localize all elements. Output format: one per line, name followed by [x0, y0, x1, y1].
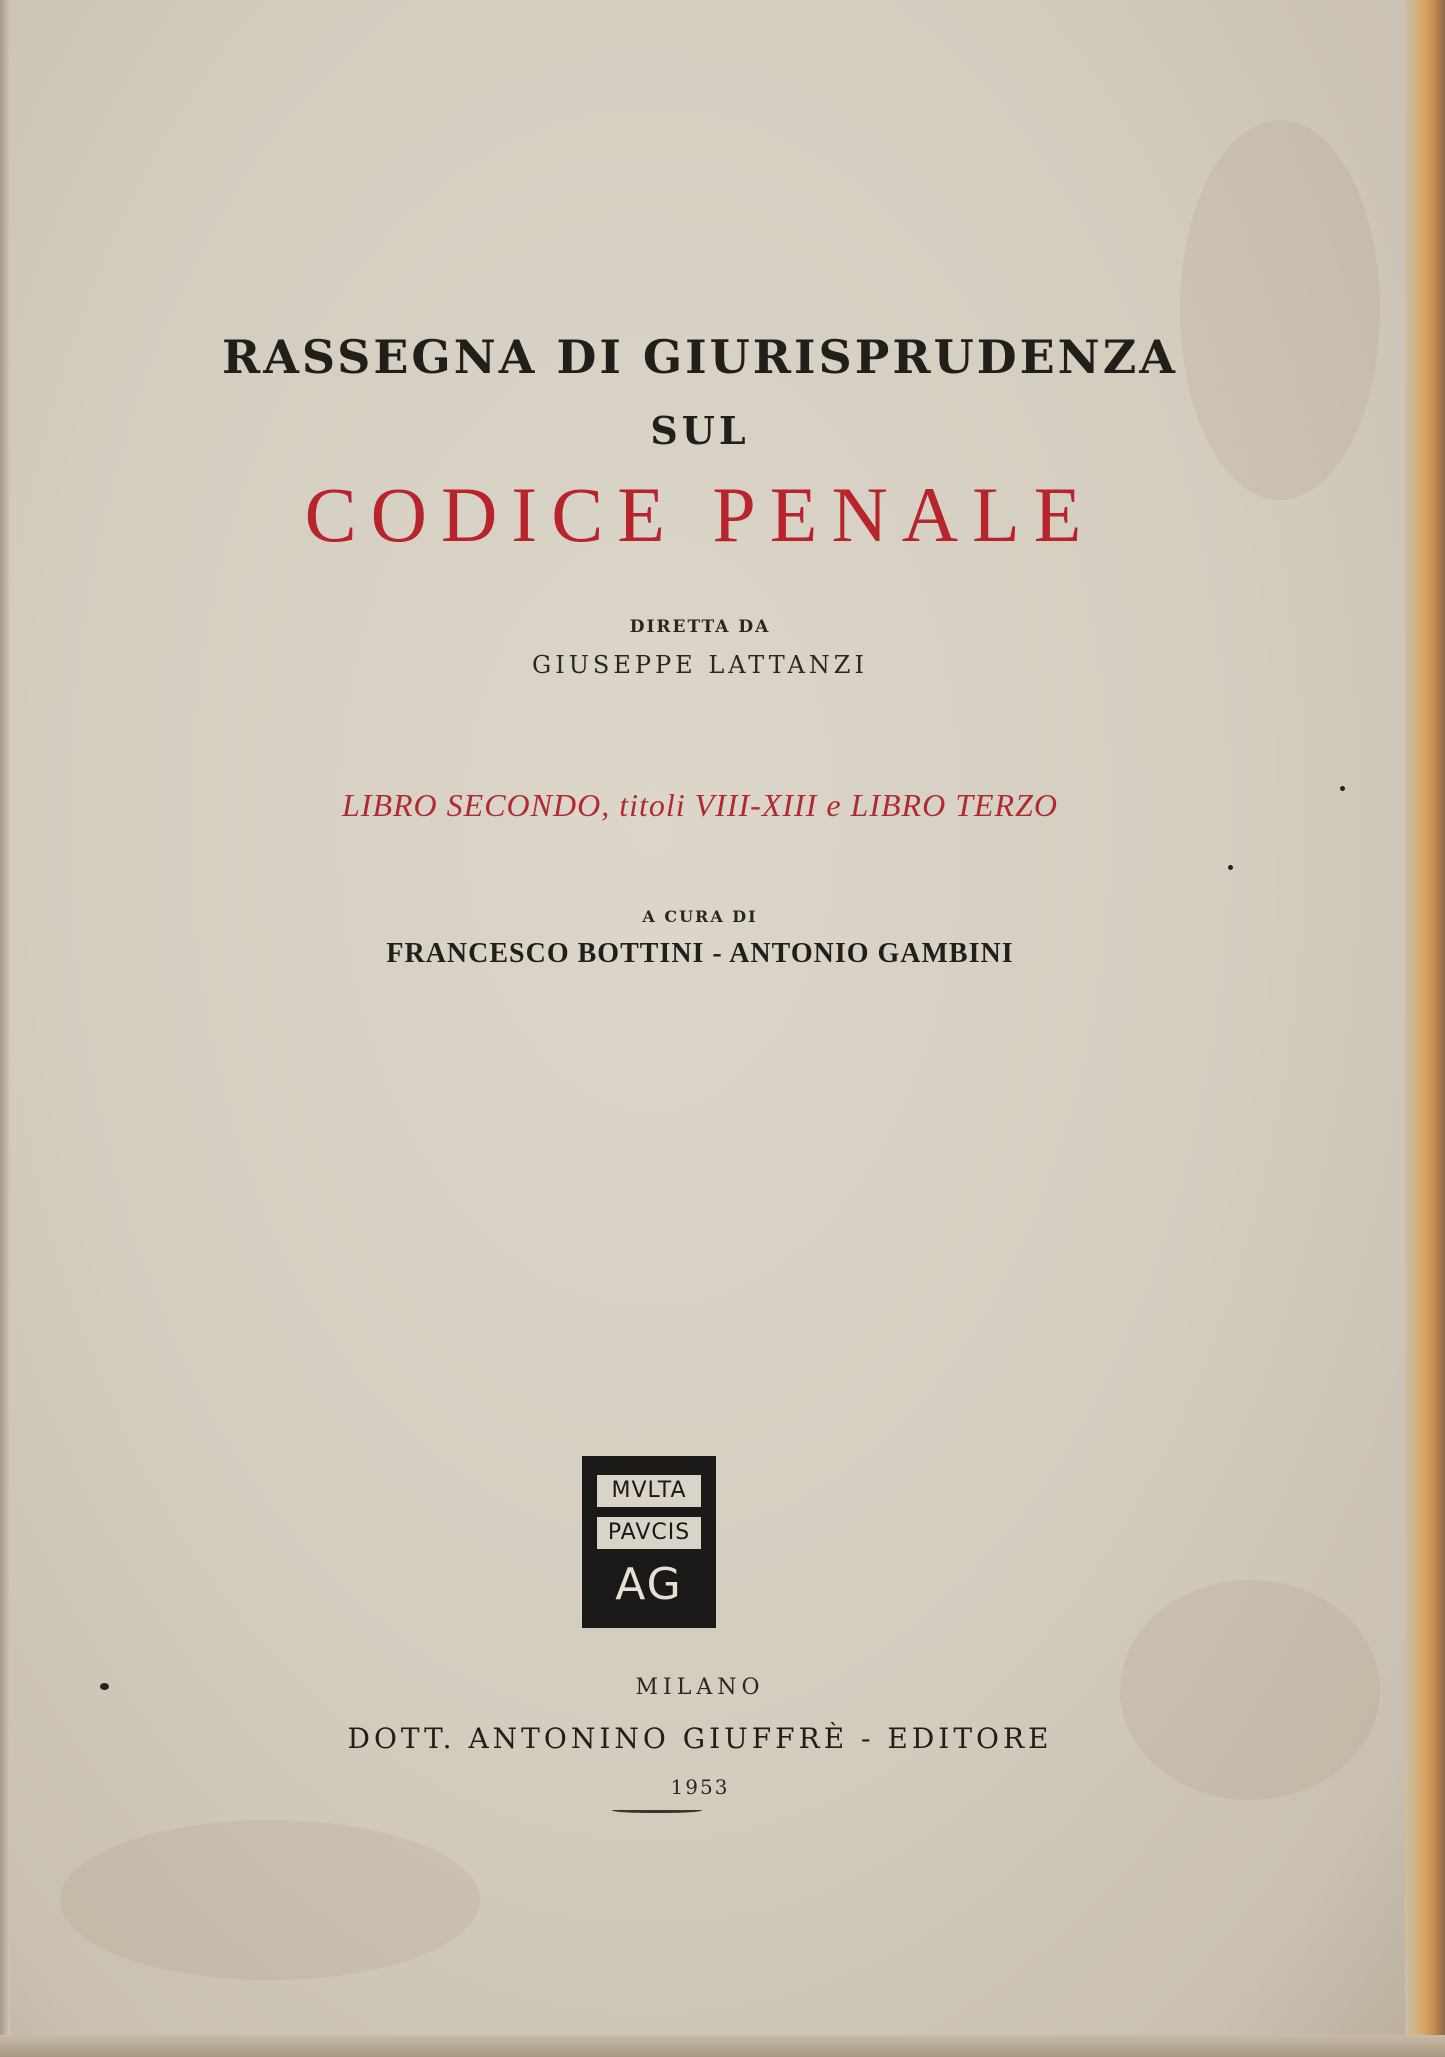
editor-name: GIUSEPPE LATTANZI [532, 651, 868, 679]
logo-line-2: PAVCIS [597, 1517, 701, 1549]
volume-description: LIBRO SECONDO, titoli VIII-XIII e LIBRO TERZO [341, 787, 1058, 823]
publication-city: MILANO [635, 1675, 765, 1700]
paper-stain [60, 1820, 480, 1980]
directed-by-label: DIRETTA DA [629, 617, 771, 637]
main-title: CODICE PENALE [304, 471, 1096, 558]
logo-line-1: MVLTA [597, 1475, 701, 1507]
logo-monogram: AG [615, 1559, 683, 1610]
cover-bottom-edge [0, 2035, 1445, 2057]
title-line-2: SUL [650, 408, 750, 453]
publication-year: 1953 [670, 1775, 730, 1799]
pen-underline-mark [612, 1806, 702, 1813]
ink-speck [1228, 865, 1233, 870]
edited-by-label: A CURA DI [642, 907, 758, 926]
publisher-logo [582, 1456, 716, 1628]
ink-speck [100, 1683, 109, 1690]
title-line-1: RASSEGNA DI GIURISPRUDENZA [222, 330, 1178, 384]
publisher-name: DOTT. ANTONINO GIUFFRÈ - EDITORE [347, 1722, 1053, 1755]
authors: FRANCESCO BOTTINI - ANTONIO GAMBINI [386, 938, 1014, 969]
cover-right-edge [1405, 0, 1445, 2057]
ink-speck [1340, 786, 1345, 791]
